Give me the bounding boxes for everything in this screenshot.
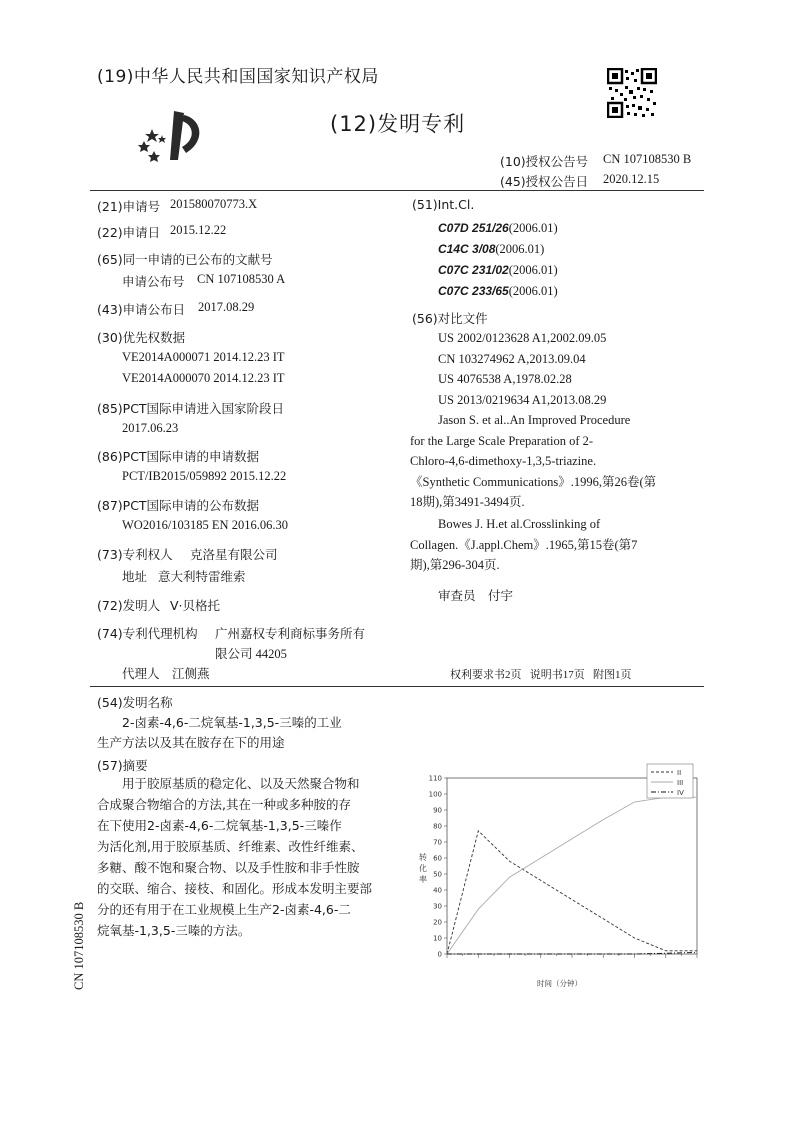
reference-item: US 2013/0219634 A1,2013.08.29	[438, 392, 607, 407]
int-cl-label: (51)Int.Cl.	[412, 197, 475, 212]
reference-item: US 4076538 A,1978.02.28	[438, 372, 572, 386]
chart-frame	[447, 778, 697, 954]
invention-title: 2-卤素-4,6-二烷氧基-1,3,5-三嗪的工业	[122, 715, 342, 730]
int-cl-list	[438, 218, 558, 302]
chart-y-tick-label: 90	[433, 806, 442, 815]
grant-number-label: (10)授权公告号	[500, 154, 589, 169]
chart-y-label-char: 转	[419, 853, 427, 862]
int-cl-item: C07C 231/02(2006.01)	[438, 263, 558, 277]
abstract-text: 用于胶原基质的稳定化、以及天然聚合物和 合成聚合物缩合的方法,其在一种或多种胺的存 在下使用2-卤素-4,6-二烷氧基-1,3,5-三嗪作 为活化剂,用于胶原基质、纤维素、改性纤维素、 多糖、酸不饱和聚合物、以及手性胺和非手性胺 的交联、缩合、接枝、和固化。形成本发明主要部 分的还有用于在工业规模上生产2-卤素-4,6-二 烷氧基-1,3,5-三嗪的方法。	[97, 776, 373, 938]
chart-legend-box	[647, 764, 693, 798]
office-title: (19)中华人民共和国国家知识产权局	[97, 67, 379, 87]
app-number: 201580070773.X	[170, 197, 258, 211]
patent-references	[438, 328, 606, 410]
pct-publication-label: (87)PCT国际申请的公布数据	[97, 498, 260, 513]
chart-legend	[647, 764, 693, 798]
chart-y-tick-label: 70	[433, 838, 442, 847]
reference-item: US 2002/0123628 A1,2002.09.05	[438, 331, 607, 345]
publication-date-label: (43)申请公布日	[97, 302, 186, 317]
abstract-label: (57)摘要	[97, 758, 148, 773]
non-patent-reference: Jason S. et al..An Improved Procedure for the Large Scale Preparation of 2- Chloro-4,6-dimethoxy-1,3,5-triazine. 《Synthetic Communications》.1996,第26卷(第 18期),第3491-3494页.	[410, 413, 657, 509]
page-counts: 权利要求书2页 说明书17页 附图1页	[450, 669, 632, 681]
side-document-mark: CN 107108530 B	[72, 901, 86, 990]
patentee: 克洛星有限公司	[190, 547, 278, 562]
pct-application: PCT/IB2015/059892 2015.12.22	[122, 469, 287, 483]
app-number-label: (21)申请号	[97, 199, 161, 214]
chart-y-label-char: 率	[419, 875, 427, 884]
agent-label: 代理人	[122, 666, 160, 681]
pct-application-label: (86)PCT国际申请的申请数据	[97, 449, 260, 464]
chart-axes	[447, 778, 697, 958]
chart-x-axis-label: 时间（分钟）	[537, 979, 582, 988]
app-date: 2015.12.22	[170, 223, 227, 237]
chart-series-line-III	[447, 797, 697, 954]
examiner-label: 审查员	[438, 588, 476, 603]
publication-number: CN 107108530 A	[197, 272, 286, 286]
priority-entry: VE2014A000071 2014.12.23 IT	[122, 350, 285, 364]
chart-legend-label: III	[677, 779, 684, 787]
agency-line: 限公司 44205	[215, 647, 287, 661]
publication-number-label: 申请公布号	[122, 274, 185, 289]
grant-date-label: (45)授权公告日	[500, 174, 589, 189]
agent: 江侧燕	[172, 666, 210, 681]
chart-y-label-char: 化	[419, 864, 427, 873]
grant-number: CN 107108530 B	[603, 152, 692, 166]
priority-entry: VE2014A000070 2014.12.23 IT	[122, 371, 285, 385]
chart-series-line-IV	[447, 952, 697, 954]
pct-publication: WO2016/103185 EN 2016.06.30	[122, 518, 288, 532]
chart-y-ticks	[429, 775, 447, 959]
examiner: 付宇	[488, 588, 514, 603]
inventor: V·贝格托	[170, 598, 221, 613]
pct-entry-date: 2017.06.23	[122, 421, 179, 435]
publication-date: 2017.08.29	[198, 300, 255, 314]
cnipa-logo	[132, 105, 212, 167]
int-cl-item: C07D 251/26(2006.01)	[438, 221, 558, 235]
grant-date: 2020.12.15	[603, 172, 660, 186]
chart-y-tick-label: 20	[433, 918, 442, 927]
address-label: 地址	[122, 569, 148, 584]
address: 意大利特雷维索	[158, 569, 246, 584]
chart-y-tick-label: 80	[433, 822, 442, 831]
chart-series-line-II	[447, 831, 697, 954]
int-cl-item: C14C 3/08(2006.01)	[438, 242, 545, 256]
chart-y-axis-label	[419, 852, 427, 884]
chart-y-tick-label: 50	[433, 870, 442, 879]
app-date-label: (22)申请日	[97, 225, 161, 240]
chart-y-tick-label: 10	[433, 934, 442, 943]
chart-y-tick-label: 30	[433, 902, 442, 911]
chart-y-tick-label: 60	[433, 854, 442, 863]
chart-legend-label: II	[677, 769, 682, 777]
chart-y-tick-label: 100	[428, 790, 442, 799]
chart-y-tick-label: 0	[437, 950, 442, 959]
patentee-label: (73)专利权人	[97, 547, 173, 562]
agency-line: 广州嘉权专利商标事务所有	[215, 626, 366, 641]
invention-title-cont: 生产方法以及其在胺存在下的用途	[97, 735, 285, 750]
section-divider	[90, 686, 704, 687]
priority-label: (30)优先权数据	[97, 330, 186, 345]
chart-lines	[447, 797, 697, 954]
document-type: (12)发明专利	[330, 112, 466, 136]
invention-title-label: (54)发明名称	[97, 695, 173, 710]
chart-legend-label: IV	[677, 789, 684, 797]
prior-publication-label: (65)同一申请的已公布的文献号	[97, 252, 273, 267]
int-cl-item: C07C 233/65(2006.01)	[438, 284, 558, 298]
conversion-chart	[405, 760, 705, 1000]
pct-entry-label: (85)PCT国际申请进入国家阶段日	[97, 401, 285, 416]
reference-item: CN 103274962 A,2013.09.04	[438, 351, 586, 366]
header-divider	[90, 190, 704, 191]
chart-y-tick-label: 110	[428, 774, 442, 783]
inventor-label: (72)发明人	[97, 598, 161, 613]
agency-label: (74)专利代理机构	[97, 626, 198, 641]
references-label: (56)对比文件	[412, 311, 488, 326]
chart-y-tick-label: 40	[433, 886, 442, 895]
qr-code-icon	[607, 68, 657, 118]
non-patent-reference: Bowes J. H.et al.Crosslinking of Collagen.《J.appl.Chem》.1965,第15卷(第7 期),第296-304页.	[410, 517, 638, 572]
